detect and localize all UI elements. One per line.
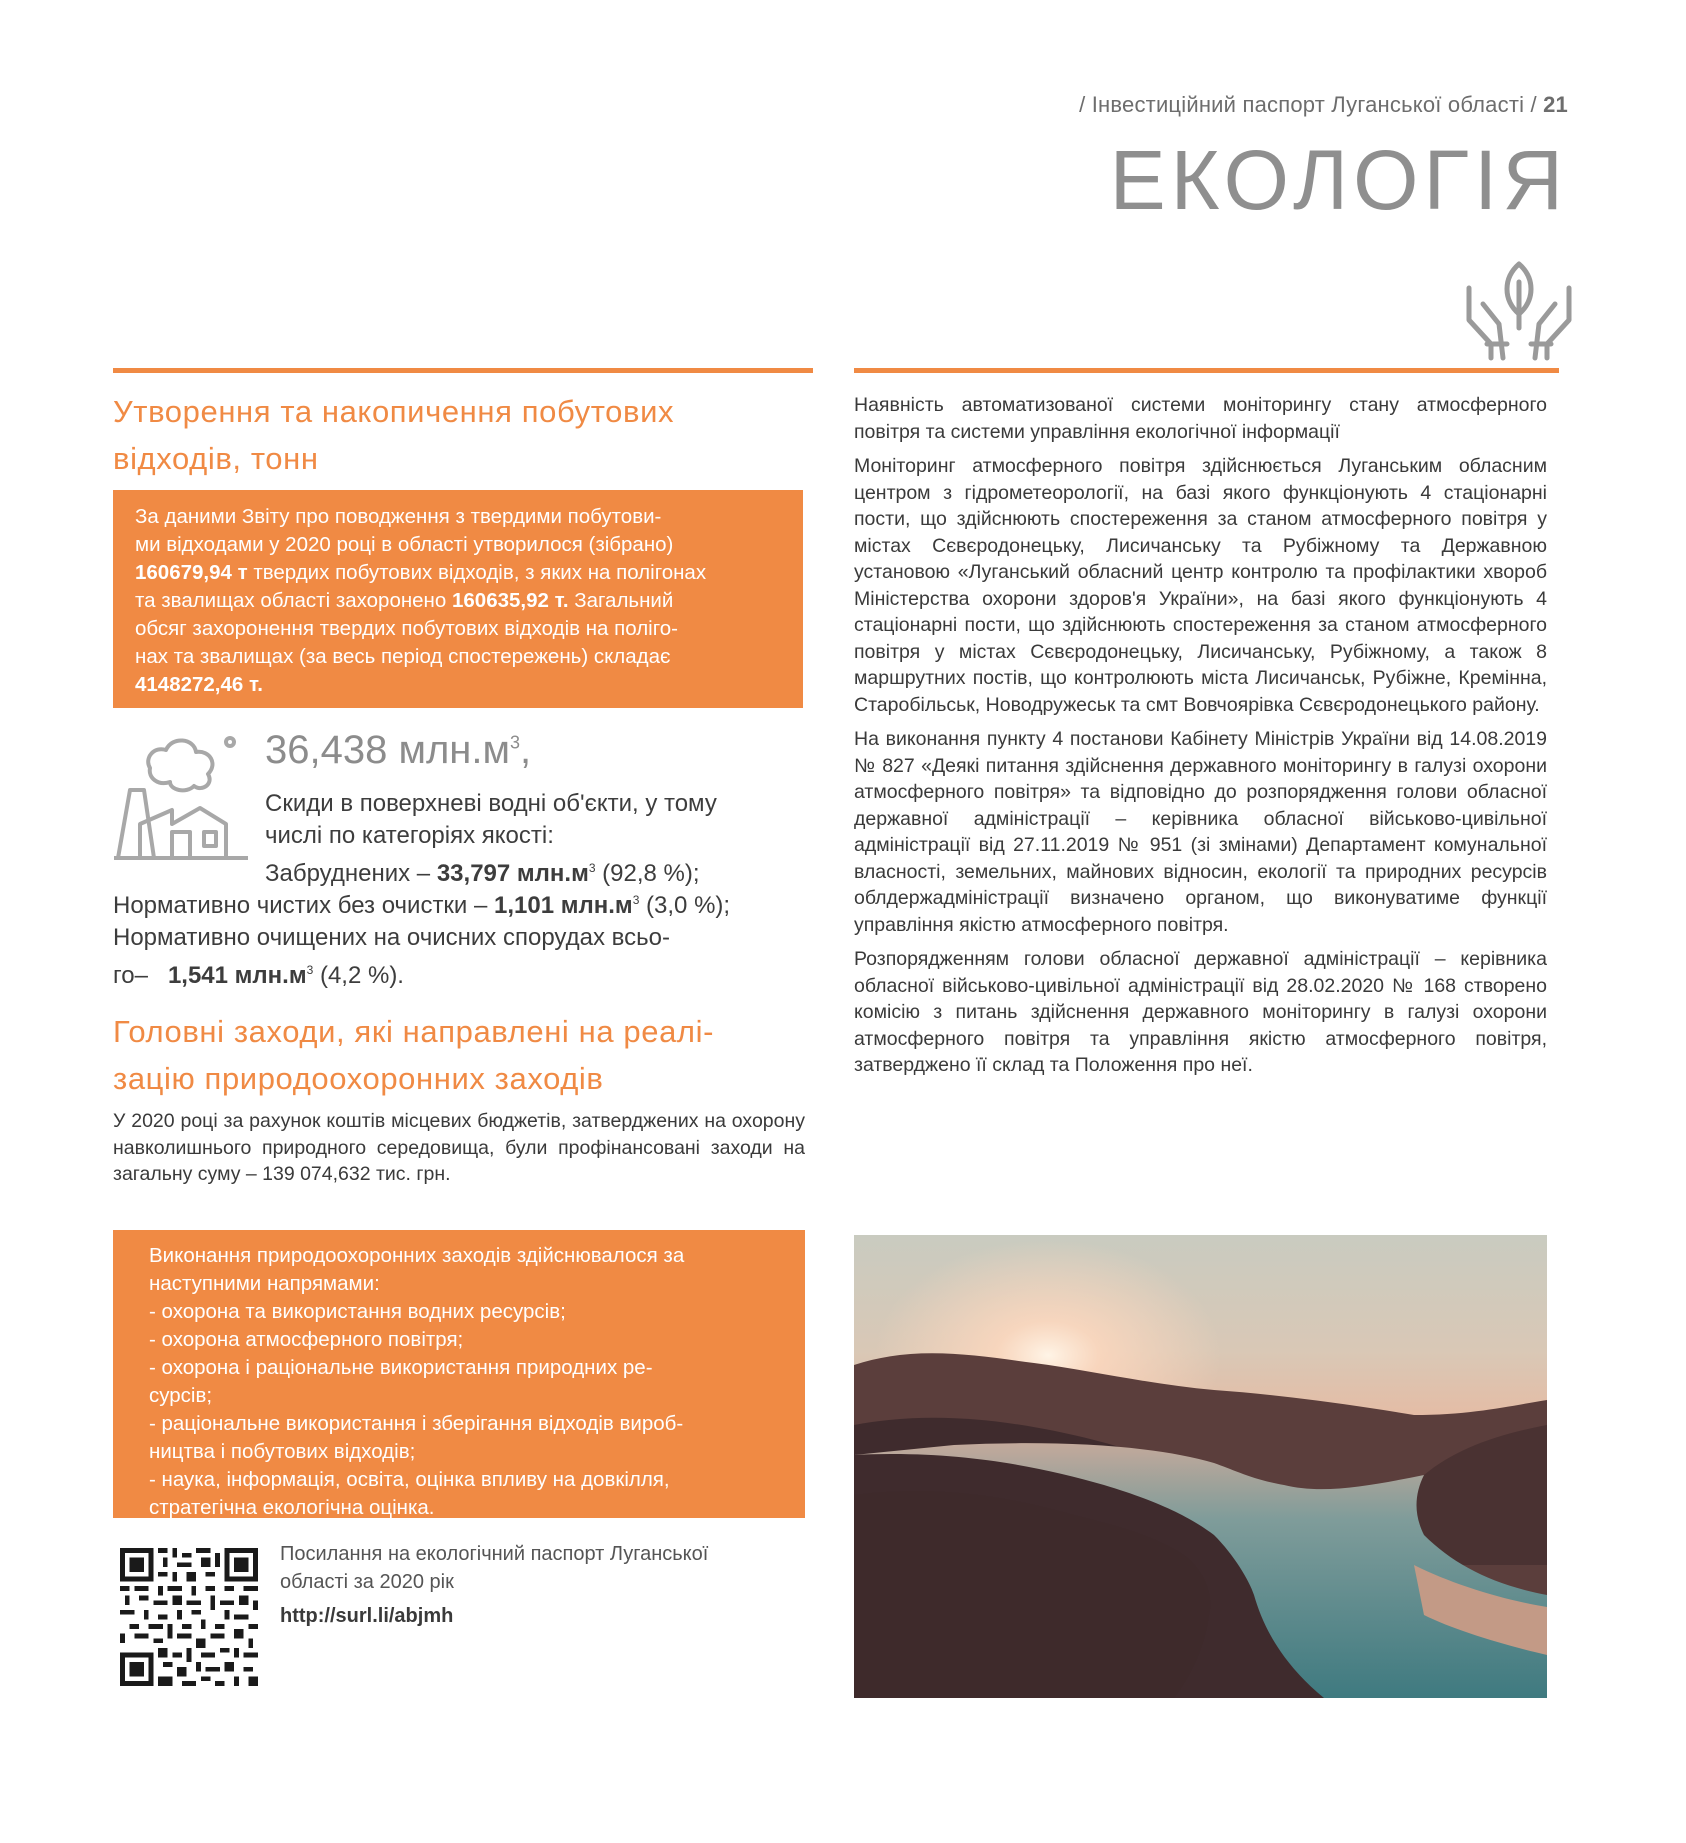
discharge-breakdown-cont — [113, 884, 813, 992]
list-item: - раціональне використання і зберігання відходів вироб- — [149, 1412, 684, 1435]
eco-passport-link-block — [280, 1540, 820, 1630]
bold-value: 33,797 млн.м — [436, 860, 589, 887]
stats-text: Нормативно чистих без очистки – — [113, 892, 495, 919]
header-title: / Інвестиційний паспорт Луганської області / — [1079, 92, 1537, 117]
box-line: обсяг захоронення твердих побутових відходів на поліго- — [135, 617, 678, 640]
section-title: ЕКОЛОГІЯ — [1109, 133, 1568, 227]
box-line — [135, 559, 783, 587]
heading-line: зацію природоохоронних заходів — [113, 1061, 604, 1096]
list-item: - охорона і раціональне використання природних ре- — [149, 1356, 653, 1379]
decree-paragraph: На виконання пункту 4 постанови Кабінету Міністрів України від 14.08.2019 № 827 «Деякі питання здійснення державного моніторингу в галузі охорони атмосферного повітря» та відповідно до розпорядження голови обласної державної адміністрації – керівника обласної військово-цивільної адміністрації від 27.11.2019 № 951 (зі змінами) Департамент комунальної власності, земельних, майнових відносин, екології та природних ресурсів облдержадміністрації визначено органом, що виконуватиме функції управління якістю атмосферного повітря. — [854, 728, 1547, 936]
stats-line: Скиди в поверхневі водні об'єкти, у тому — [265, 790, 717, 817]
measures-heading — [113, 1008, 813, 1102]
stats-line: Нормативно очищених на очисних спорудах всьо- — [113, 924, 670, 951]
eco-passport-link[interactable]: http://surl.li/abjmh — [280, 1605, 454, 1627]
box-line: наступними напрямами: — [149, 1272, 380, 1295]
qr-code-icon[interactable] — [120, 1548, 258, 1686]
stats-text: го– — [113, 962, 155, 989]
running-header — [1079, 92, 1568, 118]
waste-heading — [113, 388, 813, 482]
discharge-breakdown — [265, 788, 815, 890]
discharge-total — [265, 728, 531, 773]
box-line — [135, 671, 783, 699]
bold-value: 160635,92 т. — [451, 589, 569, 612]
monitoring-text — [854, 392, 1547, 1087]
bold-value: 4148272,46 т. — [135, 673, 263, 696]
value-tail: , — [520, 728, 532, 772]
list-item: - охорона та використання водних ресурсів; — [149, 1300, 566, 1323]
bold-value: 1,101 млн.м — [494, 892, 633, 919]
box-text: твердих побутових відходів, з яких на полігонах — [247, 561, 707, 584]
link-caption: області за 2020 рік — [280, 1571, 454, 1593]
unit-sup: 3 — [510, 732, 521, 753]
list-item: ництва і побутових відходів; — [149, 1440, 416, 1463]
budget-paragraph: У 2020 році за рахунок коштів місцевих бюджетів, затверджених на охорону навколишнього природного середовища, були профінансовані заходи на загальну суму – 139 074,632 тис. грн. — [113, 1110, 805, 1185]
stats-line — [113, 884, 813, 922]
monitoring-paragraph: Моніторинг атмосферного повітря здійснюється Луганським обласним центром з гідрометеорології, на базі якого функціонують 4 стаціонарні пости, що здійснюють спостереження за станом атмосферного повітря у містах Сєвєродонецьку, Лисичанську та Рубіжному та Державною установою «Луганський обласний центр контролю та профілактики хвороб Міністерства охорони здоров'я України», на базі якого функціонують 4 стаціонарні пости, що здійснюють спостереження за станом атмосферного повітря у містах Сєвєродонецьку, Лисичанську, Рубіжному, а також 8 маршрутних постів, що контролюють міста Лисичанськ, Рубіжне, Кремінна, Старобільськ, Новодружеськ та смт Вовчоярівка Сєвєродонецького району. — [854, 455, 1547, 716]
page-number: 21 — [1543, 92, 1568, 117]
list-item: сурсів; — [149, 1384, 213, 1407]
factory-smoke-icon — [114, 728, 248, 860]
box-text: та звалищах області захоронено — [135, 589, 452, 612]
stats-line — [113, 954, 813, 992]
stats-text: (3,0 %); — [639, 892, 731, 919]
box-line: нах та звалищах (за весь період спостережень) складає — [135, 645, 671, 668]
stats-text: Забруднених – — [265, 860, 437, 887]
hands-leaf-icon — [1463, 258, 1575, 362]
commission-paragraph: Розпорядженням голови обласної державної адміністрації – керівника обласної військово-цивільної адміністрації від 28.02.2020 № 168 створено комісію з питань здійснення державного моніторингу в галузі охорони атмосферного повітря та управління якістю атмосферного повітря, затверджено її склад та Положення про неї. — [854, 948, 1547, 1076]
stats-line: числі по категоріях якості: — [265, 822, 554, 849]
discharge-value: 36,438 млн.м — [265, 728, 510, 772]
heading-line: Утворення та накопичення побутових — [113, 394, 675, 429]
list-item: - наука, інформація, освіта, оцінка впливу на довкілля, — [149, 1468, 670, 1491]
box-line: ми відходами у 2020 році в області утворилося (зібрано) — [135, 533, 674, 556]
stats-text: (4,2 %). — [313, 962, 404, 989]
measures-box — [113, 1230, 805, 1518]
heading-line: Головні заходи, які направлені на реалі- — [113, 1014, 715, 1049]
box-line: За даними Звіту про поводження з твердими побутови- — [135, 505, 662, 528]
right-divider — [854, 368, 1559, 373]
list-item: - охорона атмосферного повітря; — [149, 1328, 464, 1351]
list-item: стратегічна екологічна оцінка. — [149, 1496, 435, 1519]
left-divider — [113, 368, 813, 373]
unit-sup: 3 — [588, 861, 596, 875]
box-line — [135, 587, 783, 615]
stats-text: (92,8 %); — [595, 860, 700, 887]
unit-sup: 3 — [306, 963, 314, 977]
bold-value: 160679,94 т — [135, 561, 248, 584]
link-caption: Посилання на екологічний паспорт Луганської — [280, 1543, 709, 1565]
waste-info-box — [113, 490, 803, 708]
box-line: Виконання природоохоронних заходів здійснювалося за — [149, 1244, 685, 1267]
heading-line: відходів, тонн — [113, 441, 319, 476]
monitoring-heading-paragraph: Наявність автоматизованої системи моніторингу стану атмосферного повітря та системи управління екологічної інформації — [854, 394, 1547, 443]
box-text: Загальний — [568, 589, 674, 612]
unit-sup: 3 — [632, 893, 640, 907]
river-sunset-photo — [854, 1235, 1547, 1698]
bold-value: 1,541 млн.м — [167, 962, 307, 989]
